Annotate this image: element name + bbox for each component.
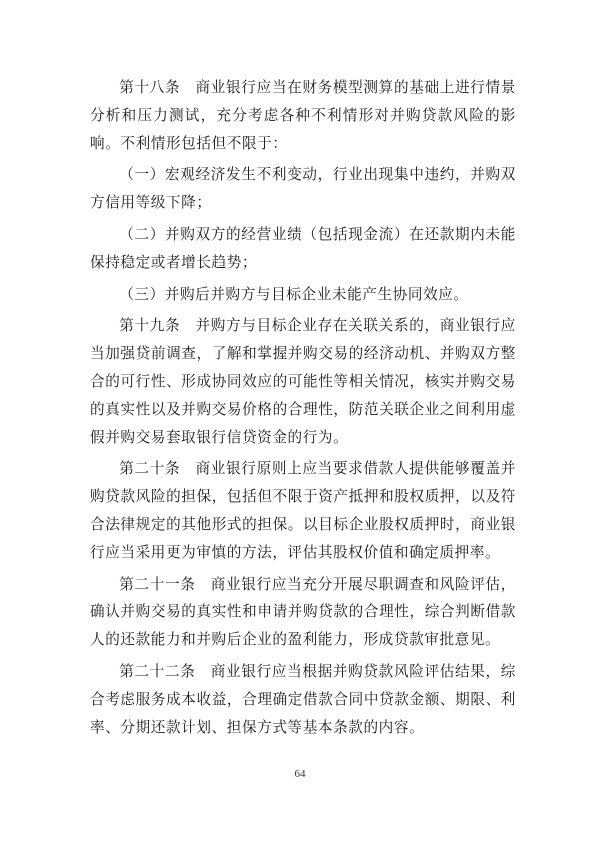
- paragraph-article-19: 第十九条 并购方与目标企业存在关联关系的，商业银行应当加强贷前调查，了解和掌握并购交易的经济动机、并购双方整合的可行性、形成协同效应的可能性等相关情况，核实并购交易的真实性以及并购交易价格的合理性，防范关联企业之间利用虚假并购交易套取银行信贷资金的行为。: [90, 317, 516, 446]
- document-body: [90, 74, 516, 745]
- paragraph-article-22: 第二十二条 商业银行应当根据并购贷款风险评估结果，综合考虑服务成本收益，合理确定借款合同中贷款金额、期限、利率、分期还款计划、担保方式等基本条款的内容。: [90, 662, 516, 736]
- paragraph-article-20: 第二十条 商业银行原则上应当要求借款人提供能够覆盖并购贷款风险的担保，包括但不限于资产抵押和股权质押，以及符合法律规定的其他形式的担保。以目标企业股权质押时，商业银行应当采用更为审慎的方法，评估其股权价值和确定质押率。: [90, 460, 516, 561]
- page-number: 64: [294, 768, 306, 780]
- paragraph-item-2: （二）并购双方的经营业绩（包括现金流）在还款期内未能保持稳定或者增长趋势；: [90, 225, 516, 271]
- paragraph-item-3: （三）并购后并购方与目标企业未能产生协同效应。: [119, 285, 469, 303]
- paragraph-item-1: （一）宏观经济发生不利变动，行业出现集中违约，并购双方信用等级下降；: [90, 166, 516, 212]
- paragraph-article-21: 第二十一条 商业银行应当充分开展尽职调查和风险评估，确认并购交易的真实性和申请并购贷款的合理性，综合判断借款人的还款能力和并购后企业的盈利能力，形成贷款审批意见。: [90, 575, 516, 649]
- paragraph-article-18: 第十八条 商业银行应当在财务模型测算的基础上进行情景分析和压力测试，充分考虑各种不利情形对并购贷款风险的影响。不利情形包括但不限于：: [90, 79, 516, 152]
